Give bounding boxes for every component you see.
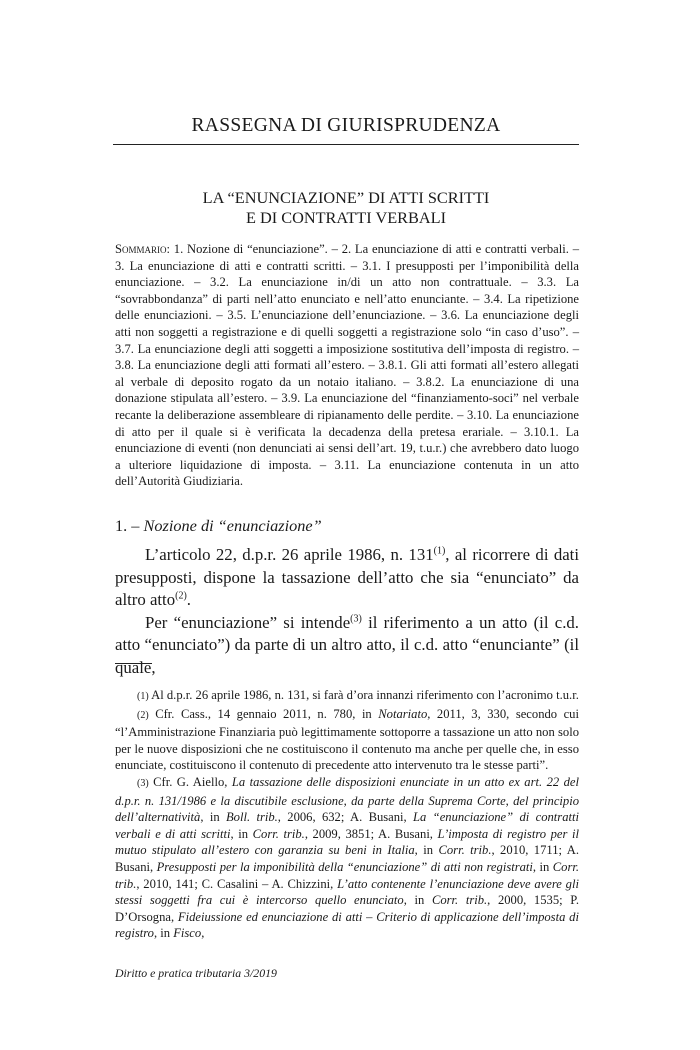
article-title-line1: LA “ENUNCIAZIONE” DI ATTI SCRITTI — [202, 188, 490, 207]
footnote-3-s5: , 2009, 3851; A. Busani, — [304, 826, 438, 841]
summary-text: 1. Nozione di “enunciazione”. – 2. La enunciazione di atti e contratti verbali. – 3. La enunciazione di atti e contratti scritti. – 3.1. I presupposti per l’imponibilità della enunciazione. – 3.2. La enunciazione in/di un atto non contrattuale. – 3.3. La “sovrabbondanza” di parti nell’atto enunciato e nell’atto enunciante. – 3.4. La ripetizione delle enunciazioni. – 3.5. L’enunciazione dell’enunciazione. – 3.6. La enunciazione degli atti non soggetti a registrazione e di quelli soggetti a registrazione solo “in caso d’uso”. – 3.7. La enunciazione degli atti soggetti a imposizione sostitutiva dell’imposta di registro. – 3.8. La enunciazione degli atti formati all’estero. – 3.8.1. Gli atti formati all’estero allegati al verbale di deposito rogato da un notaio italiano. – 3.8.2. La enunciazione di una donazione stipulata all’estero. – 3.9. La enunciazione del “finanziamento-soci” nel verbale recante la deliberazione assembleare di ripianamento delle perdite. – 3.10. La enunciazione di atto per il quale si è verificata la decadenza della pretesa erariale. – 3.10.1. La enunciazione di eventi (non denunciati ai sensi dell’art. 19, t.u.r.) che avrebbero dato luogo a ulteriore liquidazione di imposta. – 3.11. La enunciazione contenuta in un atto dell’Autorità Giudiziaria. — [115, 242, 579, 489]
footnote-3-s3: , 2006, 632; A. Busani, — [277, 810, 414, 825]
footnote-3-i11: Fideiussione ed enunciazione di atti – Criterio di applicazione dell’imposta di registro — [115, 909, 579, 941]
footnote-3-s12: , in — [153, 926, 174, 941]
footnote-3-i1: La tassazione delle disposizioni enunciate in un atto ex art. 22 del d.p.r. n. 131/1986 e la discutibile esclusione, da parte della Suprema Corte, del principio dell’alternatività — [115, 774, 579, 825]
footnote-3-i3: La “enunciazione” di contratti verbali e di atti scritti — [115, 810, 579, 841]
paragraph-1-text-c: . — [186, 590, 191, 609]
running-footer: Diritto e pratica tributaria 3/2019 — [115, 966, 277, 980]
footnote-3-i4: Corr. trib. — [252, 826, 305, 841]
paragraph-1 — [115, 544, 579, 612]
section-number: 1. – — [115, 516, 144, 535]
footnote-rule — [115, 663, 152, 664]
section-title: Nozione di “enunciazione” — [143, 516, 322, 535]
footnote-3-i2: Boll. trib. — [225, 810, 278, 825]
footnote-3-s6: , in — [414, 843, 439, 858]
footnote-3-mark: (3) — [137, 777, 149, 789]
article-title-line2: E DI CONTRATTI VERBALI — [245, 208, 447, 227]
footnote-3-s10: , in — [403, 893, 432, 908]
summary-label: Sommario: — [115, 242, 171, 256]
footnote-3-i6: Corr. trib. — [438, 843, 492, 858]
footnote-3-s11: , 2000, 1535; P. D’Orsogna, — [115, 893, 579, 924]
footnote-3-s2: , in — [200, 810, 226, 825]
footnote-ref-2: (2) — [175, 590, 187, 602]
header-rule — [113, 144, 579, 145]
footnote-3-i8: Corr. trib. — [115, 859, 580, 891]
footnote-1 — [115, 687, 579, 706]
footnotes — [115, 687, 579, 942]
footnote-3-s7: , 2010, 1711; A. Busani, — [115, 843, 579, 874]
footnote-ref-1: (1) — [433, 545, 446, 557]
paragraph-2-text-a: Per “enunciazione” si intende — [145, 612, 351, 632]
article-title — [113, 188, 579, 228]
paragraph-2 — [115, 612, 579, 680]
footnote-1-mark: (1) — [137, 691, 149, 702]
footnote-3-s8: , in — [532, 859, 553, 874]
footnote-2-text-a: Cfr. Cass., 14 gennaio 2011, n. 780, in — [148, 706, 379, 721]
paragraph-1-text-a: L’articolo 22, d.p.r. 26 aprile 1986, n. 131 — [145, 545, 434, 564]
footnote-3-i12: Fisco — [173, 926, 202, 941]
summary — [115, 241, 579, 490]
footnote-2-journal: Notariato — [378, 706, 428, 721]
footnote-2 — [115, 706, 579, 774]
paragraph-1-text-b: , al ricorrere di dati presupposti, dispone la tassazione dell’atto che sia “enunciato” da altro atto — [115, 545, 580, 609]
footnote-3-i5: L’imposta di registro per il mutuo stipulato all’estero con garanzia su beni in Italia — [115, 826, 579, 858]
footnote-ref-3: (3) — [350, 612, 362, 624]
footnote-2-mark: (2) — [137, 709, 149, 721]
footnote-3-i9: L’atto contenente l’enunciazione deve avere gli stessi soggetti fra cui è intercorso quello enunciato — [115, 876, 579, 908]
footnote-2-text-b: , 2011, 3, 330, secondo cui “l’Amministrazione Finanziaria può legittimamente sottoporre a tassazione un atto non solo per le nuove disposizioni che ne costituiscono il contenuto ma anche per quelle che, in esso enunciate, costituiscono il contenuto di precedente atto intervenuto tra le stesse parti”. — [115, 706, 579, 773]
footnote-3-i10: Corr. trib. — [431, 893, 488, 908]
footnote-3-s4: , in — [230, 826, 253, 841]
paragraph-2-text-b: il riferimento a un atto (il c.d. atto “enunciato”) da parte di un altro atto, il c.d. atto “enunciante” (il quale, — [115, 612, 579, 677]
footnote-3-s1: Cfr. G. Aiello, — [148, 774, 232, 789]
footnote-3-s13: , — [201, 926, 205, 941]
footnote-3 — [115, 774, 579, 942]
section-header: RASSEGNA DI GIURISPRUDENZA — [191, 115, 501, 136]
footnote-3-i7: Presupposti per la imponibilità della “enunciazione” di atti non registrati — [156, 859, 533, 874]
body-text — [115, 544, 579, 679]
section-heading — [115, 516, 322, 536]
footnote-1-text: Al d.p.r. 26 aprile 1986, n. 131, si farà d’ora innanzi riferimento con l’acronimo t.u.r. — [148, 688, 579, 702]
footnote-3-s9: , 2010, 141; C. Casalini – A. Chizzini, — [136, 876, 338, 891]
